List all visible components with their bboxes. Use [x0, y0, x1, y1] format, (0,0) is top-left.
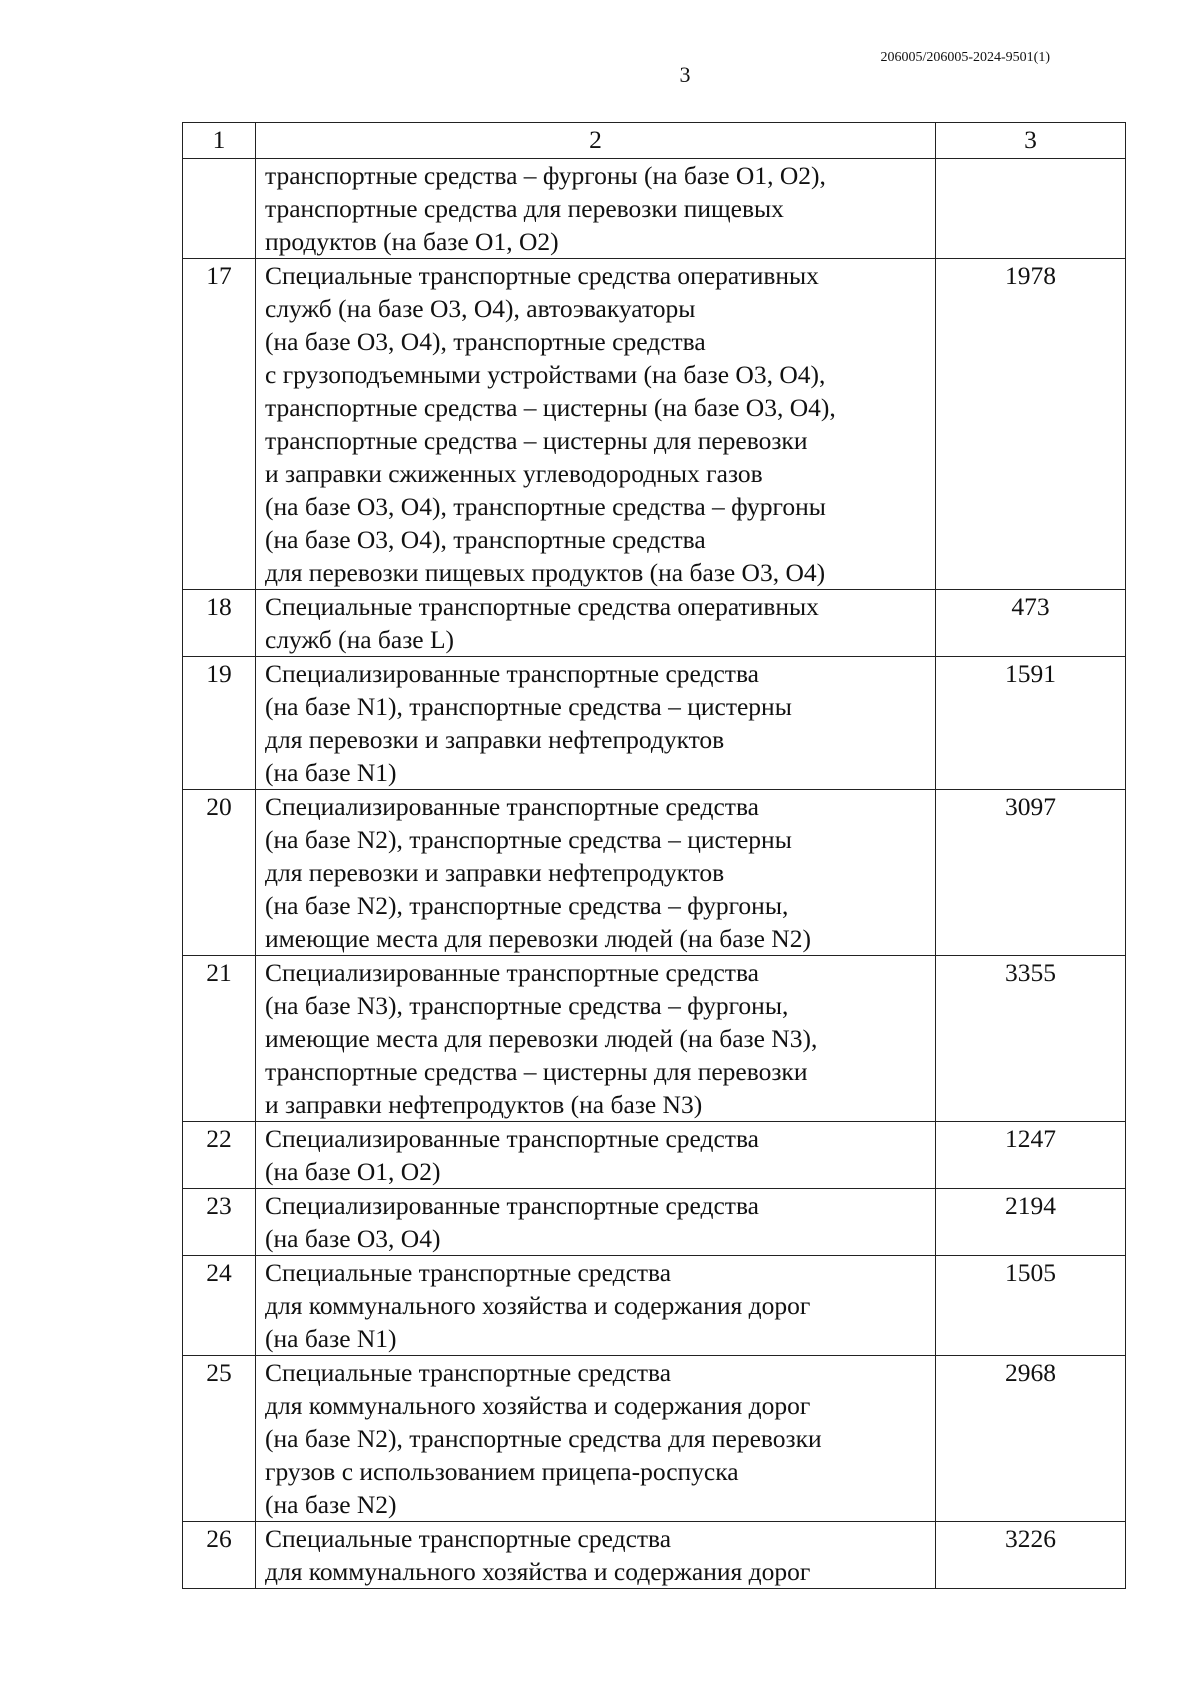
description-line: Специальные транспортные средства — [265, 1358, 672, 1387]
description-line: для перевозки пищевых продуктов (на базе O3, O4) — [265, 558, 826, 587]
row-number: 19 — [183, 657, 256, 790]
description-line: транспортные средства – цистерны для перевозки — [265, 1057, 808, 1086]
description-line: для коммунального хозяйства и содержания дорог — [265, 1291, 811, 1320]
row-number — [183, 159, 256, 259]
description-line: и заправки сжиженных углеводородных газов — [265, 459, 763, 488]
description-line: (на базе N3), транспортные средства – фургоны, — [265, 991, 789, 1020]
description-line: для коммунального хозяйства и содержания дорог — [265, 1557, 811, 1586]
description-line: и заправки нефтепродуктов (на базе N3) — [265, 1090, 703, 1119]
row-description — [256, 657, 936, 790]
row-number: 17 — [183, 259, 256, 590]
row-number: 22 — [183, 1122, 256, 1189]
row-value: 1978 — [936, 259, 1126, 590]
table-row — [183, 956, 1126, 1122]
description-line: Специализированные транспортные средства — [265, 1191, 759, 1220]
description-line: грузов с использованием прицепа-роспуска — [265, 1457, 739, 1486]
description-line: (на базе N2), транспортные средства – цистерны — [265, 825, 792, 854]
table-row — [183, 1256, 1126, 1356]
description-line: (на базе O3, O4), транспортные средства — [265, 525, 706, 554]
table-row — [183, 790, 1126, 956]
row-value: 2194 — [936, 1189, 1126, 1256]
description-line: Специальные транспортные средства оперативных — [265, 592, 819, 621]
row-description — [256, 1256, 936, 1356]
description-line: (на базе N2), транспортные средства – фургоны, — [265, 891, 789, 920]
row-number: 18 — [183, 590, 256, 657]
row-description — [256, 259, 936, 590]
row-number: 26 — [183, 1522, 256, 1589]
column-header-3: 3 — [936, 123, 1126, 159]
description-line: транспортные средства для перевозки пищевых — [265, 194, 784, 223]
row-value: 3355 — [936, 956, 1126, 1122]
row-description — [256, 1522, 936, 1589]
row-description — [256, 790, 936, 956]
row-value: 473 — [936, 590, 1126, 657]
table-body — [183, 159, 1126, 1589]
table-row — [183, 1122, 1126, 1189]
description-line: служб (на базе L) — [265, 625, 455, 654]
description-line: Специальные транспортные средства — [265, 1258, 672, 1287]
row-value: 1247 — [936, 1122, 1126, 1189]
description-line: (на базе N2) — [265, 1490, 397, 1519]
row-value: 2968 — [936, 1356, 1126, 1522]
row-value: 3097 — [936, 790, 1126, 956]
row-number: 25 — [183, 1356, 256, 1522]
column-header-1: 1 — [183, 123, 256, 159]
description-line: Специализированные транспортные средства — [265, 1124, 759, 1153]
table-row — [183, 657, 1126, 790]
row-description — [256, 159, 936, 259]
table-row — [183, 590, 1126, 657]
row-number: 23 — [183, 1189, 256, 1256]
description-line: транспортные средства – цистерны (на базе O3, O4), — [265, 393, 836, 422]
description-line: транспортные средства – фургоны (на базе O1, O2), — [265, 161, 826, 190]
table-row — [183, 259, 1126, 590]
row-description — [256, 1122, 936, 1189]
description-line: (на базе N1), транспортные средства – цистерны — [265, 692, 792, 721]
table-row — [183, 1189, 1126, 1256]
description-line: (на базе N2), транспортные средства для перевозки — [265, 1424, 822, 1453]
page-number: 3 — [679, 62, 691, 87]
row-value: 1591 — [936, 657, 1126, 790]
description-line: Специализированные транспортные средства — [265, 792, 759, 821]
description-line: продуктов (на базе O1, O2) — [265, 227, 559, 256]
row-number: 24 — [183, 1256, 256, 1356]
table-row — [183, 1356, 1126, 1522]
row-value — [936, 159, 1126, 259]
description-line: (на базе O3, O4), транспортные средства – фургоны — [265, 492, 826, 521]
description-line: (на базе N1) — [265, 758, 397, 787]
description-line: (на базе N1) — [265, 1324, 397, 1353]
description-line: с грузоподъемными устройствами (на базе O3, O4), — [265, 360, 826, 389]
description-line: транспортные средства – цистерны для перевозки — [265, 426, 808, 455]
description-line: Специализированные транспортные средства — [265, 958, 759, 987]
row-number: 20 — [183, 790, 256, 956]
description-line: Специальные транспортные средства оперативных — [265, 261, 819, 290]
description-line: Специальные транспортные средства — [265, 1524, 672, 1553]
row-value: 1505 — [936, 1256, 1126, 1356]
description-line: для перевозки и заправки нефтепродуктов — [265, 725, 725, 754]
table-row — [183, 1522, 1126, 1589]
description-line: имеющие места для перевозки людей (на базе N2) — [265, 924, 811, 953]
row-description — [256, 1356, 936, 1522]
table-row — [183, 159, 1126, 259]
description-line: (на базе O3, O4), транспортные средства — [265, 327, 706, 356]
table-header-row — [183, 123, 1126, 159]
row-description — [256, 590, 936, 657]
column-header-2: 2 — [256, 123, 936, 159]
description-line: имеющие места для перевозки людей (на базе N3), — [265, 1024, 818, 1053]
page-number-wrap — [0, 62, 1200, 88]
tariff-table — [182, 122, 1126, 1589]
row-number: 21 — [183, 956, 256, 1122]
description-line: (на базе O1, O2) — [265, 1157, 441, 1186]
row-description — [256, 1189, 936, 1256]
description-line: служб (на базе O3, O4), автоэвакуаторы — [265, 294, 696, 323]
description-line: (на базе O3, O4) — [265, 1224, 441, 1253]
document-id: 206005/206005-2024-9501(1) — [880, 50, 1050, 65]
description-line: для коммунального хозяйства и содержания дорог — [265, 1391, 811, 1420]
row-value: 3226 — [936, 1522, 1126, 1589]
description-line: для перевозки и заправки нефтепродуктов — [265, 858, 725, 887]
description-line: Специализированные транспортные средства — [265, 659, 759, 688]
row-description — [256, 956, 936, 1122]
